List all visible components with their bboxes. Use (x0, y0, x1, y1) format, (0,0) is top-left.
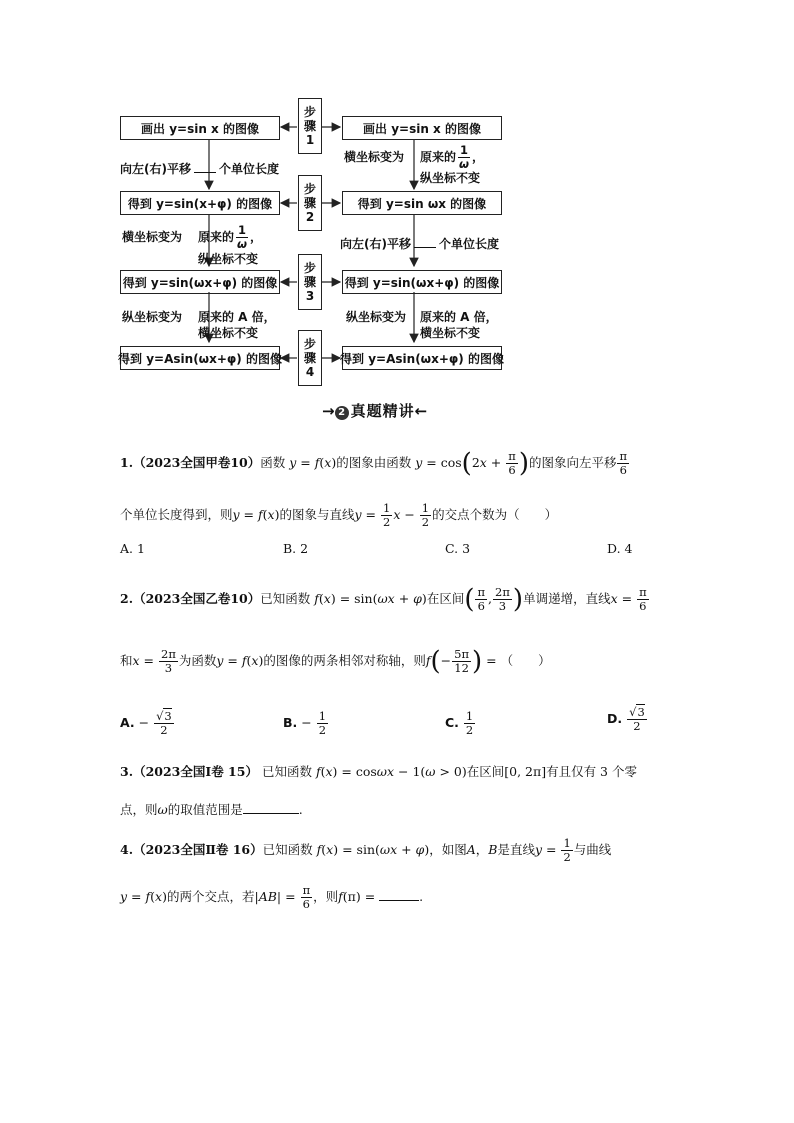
right-trans-1c: 纵坐标不变 (420, 171, 481, 185)
right-trans-3b: 原来的 A 倍， (420, 310, 498, 324)
question-2-option-d: D. $\frac{√3}{2}$ (607, 705, 645, 733)
question-1-line-1: 1.（2023全国甲卷10）函数 y = f(x)的图象由函数 y = cos(2x + $\frac{\pi}{6}$ )的图象向左平移 $\frac{\pi}{6}$ (120, 448, 628, 479)
right-trans-3c: 横坐标不变 (420, 326, 481, 340)
question-3-line-2: 点，则ω的取值范围是 . (120, 802, 303, 817)
question-2-option-b: B. − $\frac{1}{2}$ (283, 709, 327, 737)
right-box-4: 得到 y=Asin(ωx+φ) 的图像 (342, 346, 502, 370)
question-2-option-c: C. $\frac{1}{2}$ (445, 709, 474, 737)
left-trans-3c: 横坐标不变 (198, 326, 259, 340)
question-4-line-1: 4.（2023全国Ⅱ卷 16）已知函数 f(x) = sin(ωx + φ)，如图A，B是直线y = $\frac{1}{2}$ 与曲线 (120, 836, 612, 864)
step-box-1: 步 骤 1 (298, 98, 322, 154)
question-1-line-2: 个单位长度得到，则y = f(x)的图象与直线y = $\frac{1}{2}$ x − $\frac{1}{2}$ 的交点个数为（ ） (120, 501, 558, 529)
left-box-3: 得到 y=sin(ωx+φ) 的图像 (120, 270, 280, 294)
right-trans-3a: 纵坐标变为 (346, 310, 407, 324)
left-trans-3b: 原来的 A 倍， (198, 310, 276, 324)
left-trans-3a: 纵坐标变为 (122, 310, 183, 324)
question-1-option-a: A. 1 (120, 541, 145, 556)
right-box-1: 画出 y=sin x 的图像 (342, 116, 502, 140)
question-1-option-c: C. 3 (445, 541, 471, 556)
left-trans-1: 向左(右)平移 个单位长度 (120, 162, 279, 176)
right-box-2: 得到 y=sin ωx 的图像 (342, 191, 502, 215)
question-3-line-1: 3.（2023全国Ⅰ卷 15） 已知函数 f(x) = cosωx − 1(ω > 0)在区间[0, 2π]有且仅有 3 个零 (120, 764, 637, 779)
left-trans-2c: 纵坐标不变 (198, 252, 259, 266)
left-box-1: 画出 y=sin x 的图像 (120, 116, 280, 140)
section-number-badge: 2 (335, 406, 349, 420)
step-box-4: 步 骤 4 (298, 330, 322, 386)
right-trans-1b: 原来的 $\frac{1}{\omega}$ ， (420, 143, 485, 171)
step-box-2: 步 骤 2 (298, 175, 322, 231)
right-box-3: 得到 y=sin(ωx+φ) 的图像 (342, 270, 502, 294)
question-2-line-1: 2.（2023全国乙卷10）已知函数 f(x) = sin(ωx + φ)在区间( $\frac{\pi}{6}$ , $\frac{2\pi}{3}$ )单调递增，直线x = $\frac{\pi}{6}$ (120, 584, 647, 615)
question-1-option-d: D. 4 (607, 541, 633, 556)
question-1-option-b: B. 2 (283, 541, 309, 556)
section-title: → 2 真题精讲← (322, 402, 428, 420)
right-trans-1a: 横坐标变为 (344, 150, 405, 164)
question-2-line-2: 和x = $\frac{2\pi}{3}$ 为函数y = f(x)的图像的两条相邻对称轴，则f(− $\frac{5\pi}{12}$ ) = （ ） (120, 646, 551, 677)
left-box-2: 得到 y=sin(x+φ) 的图像 (120, 191, 280, 215)
left-box-4: 得到 y=Asin(ωx+φ) 的图像 (120, 346, 280, 370)
right-trans-2: 向左(右)平移 个单位长度 (340, 237, 499, 251)
question-4-line-2: y = f(x)的两个交点，若|AB| = $\frac{\pi}{6}$ ，则f(π) = . (120, 883, 424, 911)
step-box-3: 步 骤 3 (298, 254, 322, 310)
left-trans-2b: 原来的 $\frac{1}{\omega}$ ， (198, 223, 263, 251)
question-2-option-a: A. − $\frac{√3}{2}$ (120, 709, 172, 737)
left-trans-2a: 横坐标变为 (122, 230, 183, 244)
